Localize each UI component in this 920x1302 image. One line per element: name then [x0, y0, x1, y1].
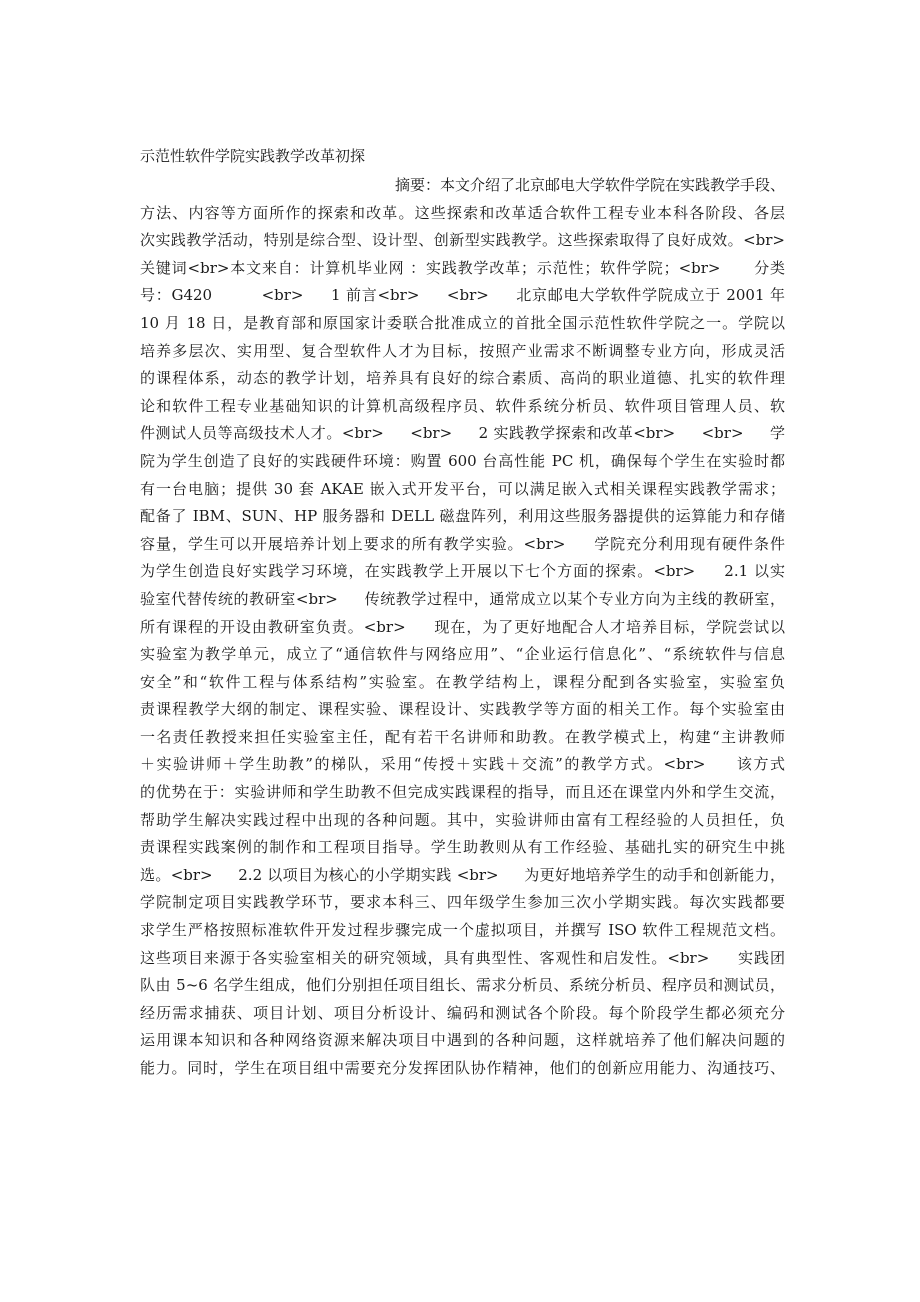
body-text-line: 关键词<br>本文来自：计算机毕业网 ：实践教学改革；示范性；软件学院；<br> 分类	[140, 258, 785, 277]
body-text-line: 配备了 IBM、SUN、HP 服务器和 DELL 磁盘阵列，利用这些服务器提供的运算能力和存储	[140, 507, 785, 526]
body-text-line: 运用课本知识和各种网络资源来解决项目中遇到的各种问题，这样就培养了他们解决问题的	[140, 1031, 785, 1050]
body-text-line: 论和软件工程专业基础知识的计算机高级程序员、软件系统分析员、软件项目管理人员、软	[140, 396, 785, 415]
body-text-line: 这些项目来源于各实验室相关的研究领域，具有典型性、客观性和启发性。<br> 实践团	[140, 948, 785, 967]
body-text-line: 院为学生创造了良好的实践硬件环境：购置 600 台高性能 PC 机，确保每个学生在实验时都	[140, 451, 785, 470]
body-text-line: 号：G420 <br> 1 前言<br> <br> 北京邮电大学软件学院成立于 2001 年	[140, 286, 785, 305]
body-text-line: 所有课程的开设由教研室负责。<br> 现在，为了更好地配合人才培养目标，学院尝试以	[140, 617, 785, 636]
body-text-line: 容量，学生可以开展培养计划上要求的所有教学实验。<br> 学院充分利用现有硬件条件	[140, 534, 785, 553]
body-text-line: 责课程教学大纲的制定、课程实验、课程设计、实践教学等方面的相关工作。每个实验室由	[140, 700, 785, 719]
body-text-line: 一名责任教授来担任实验室主任，配有若干名讲师和助教。在教学模式上，构建“主讲教师	[140, 727, 785, 746]
body-text-line: ＋实验讲师＋学生助教”的梯队，采用“传授＋实践＋交流”的教学方式。<br> 该方式	[140, 755, 785, 774]
document-body	[140, 172, 785, 1083]
body-text-line: 学院制定项目实践教学环节，要求本科三、四年级学生参加三次小学期实践。每次实践都要	[140, 893, 785, 912]
body-text-line: 选。<br> 2.2 以项目为核心的小学期实践 <br> 为更好地培养学生的动手和创新能力，	[140, 865, 785, 884]
document-title: 示范性软件学院实践教学改革初探	[140, 147, 366, 165]
body-text-line: 帮助学生解决实践过程中出现的各种问题。其中，实验讲师由富有工程经验的人员担任，负	[140, 810, 785, 829]
body-text-line: 培养多层次、实用型、复合型软件人才为目标，按照产业需求不断调整专业方向，形成灵活	[140, 341, 785, 360]
body-text-line: 安全”和“软件工程与体系结构”实验室。在教学结构上，课程分配到各实验室，实验室负	[140, 672, 785, 691]
body-text-line: 次实践教学活动，特别是综合型、设计型、创新型实践教学。这些探索取得了良好成效。<br>	[140, 231, 785, 250]
body-text-line: 经历需求捕获、项目计划、项目分析设计、编码和测试各个阶段。每个阶段学生都必须充分	[140, 1003, 785, 1022]
body-text-line: 的优势在于：实验讲师和学生助教不但完成实践课程的指导，而且还在课堂内外和学生交流，	[140, 783, 785, 802]
body-text-line: 能力。同时，学生在项目组中需要充分发挥团队协作精神，他们的创新应用能力、沟通技巧、	[140, 1059, 785, 1077]
body-text-line: 有一台电脑；提供 30 套 AKAE 嵌入式开发平台，可以满足嵌入式相关课程实践教学需求；	[140, 479, 785, 498]
body-text-line: 方法、内容等方面所作的探索和改革。这些探索和改革适合软件工程专业本科各阶段、各层	[140, 203, 785, 222]
body-text-line: 为学生创造良好实践学习环境，在实践教学上开展以下七个方面的探索。<br> 2.1 以实	[140, 562, 785, 581]
body-text-line: 队由 5~6 名学生组成，他们分别担任项目组长、需求分析员、系统分析员、程序员和测试员，	[140, 976, 785, 995]
body-text-line: 实验室为教学单元，成立了“通信软件与网络应用”、“企业运行信息化”、“系统软件与信息	[140, 645, 785, 664]
body-text-line: 摘要：本文介绍了北京邮电大学软件学院在实践教学手段、	[394, 176, 785, 194]
body-text-line: 的课程体系，动态的教学计划，培养具有良好的综合素质、高尚的职业道德、扎实的软件理	[140, 369, 785, 388]
body-text-line: 求学生严格按照标准软件开发过程步骤完成一个虚拟项目，并撰写 ISO 软件工程规范文档。	[140, 921, 785, 940]
body-text-line: 10 月 18 日，是教育部和原国家计委联合批准成立的首批全国示范性软件学院之一。学院以	[140, 313, 785, 332]
body-text-line: 验室代替传统的教研室<br> 传统教学过程中，通常成立以某个专业方向为主线的教研室，	[140, 589, 785, 608]
body-text-line: 件测试人员等高级技术人才。<br> <br> 2 实践教学探索和改革<br> <br> 学	[140, 424, 785, 443]
body-text-line: 责课程实践案例的制作和工程项目指导。学生助教则从有工作经验、基础扎实的研究生中挑	[140, 838, 785, 857]
